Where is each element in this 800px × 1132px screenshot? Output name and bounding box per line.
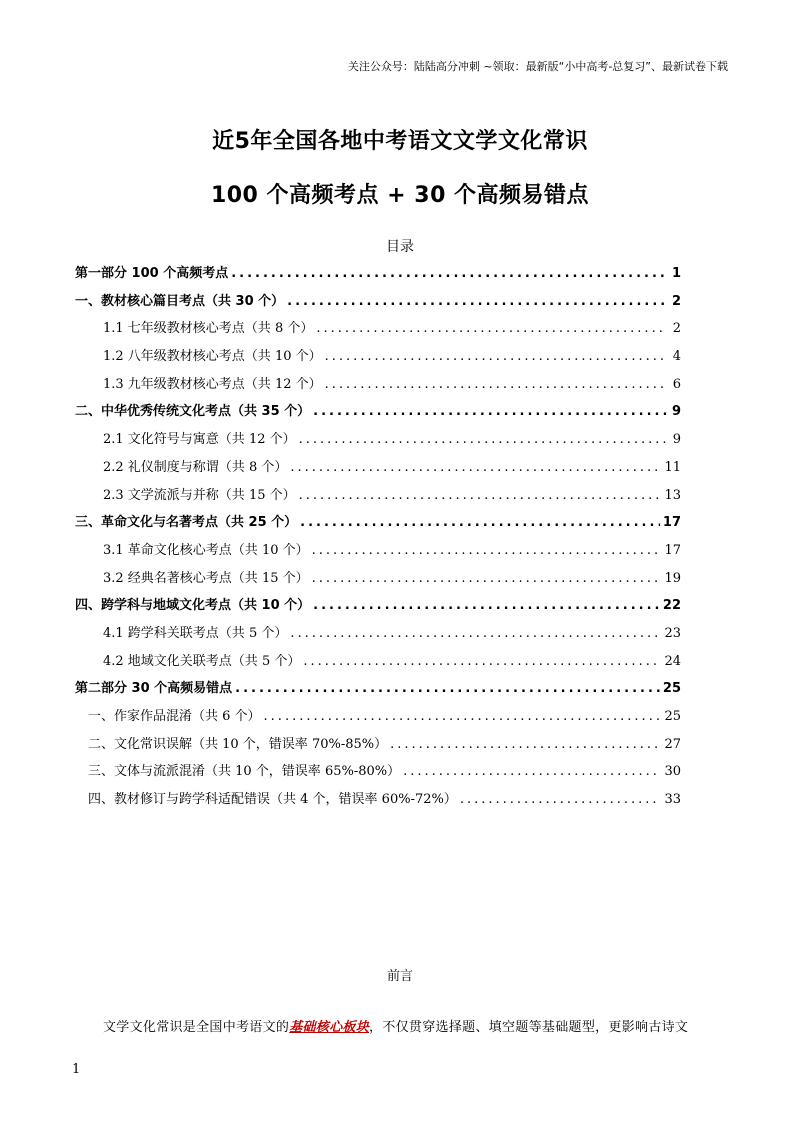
toc-entry[interactable] (75, 400, 681, 428)
toc-entry-page: 19 (664, 570, 681, 586)
toc-entry[interactable] (75, 733, 681, 761)
toc-entry[interactable] (75, 456, 681, 484)
toc-entry-label: 四、跨学科与地域文化考点（共 10 个） (75, 598, 311, 614)
toc-leader-dots (299, 432, 666, 447)
toc-entry-label: 1.3 九年级教材核心考点（共 12 个） (103, 376, 322, 392)
toc-entry-label: 1.2 八年级教材核心考点（共 10 个） (103, 349, 322, 365)
toc-entry-label: 二、中华优秀传统文化考点（共 35 个） (75, 404, 311, 420)
toc-entry-page: 4 (672, 349, 681, 365)
toc-entry[interactable] (75, 594, 681, 622)
toc-entry[interactable] (75, 290, 681, 318)
toc-entry-label: 第一部分 100 个高频考点 (75, 266, 229, 281)
toc-entry-label: 二、文化常识误解（共 10 个，错误率 70%-85%） (88, 736, 388, 752)
toc-entry-page: 2 (672, 321, 681, 337)
toc-entry-page: 22 (662, 598, 681, 614)
toc-entry[interactable] (75, 677, 681, 705)
toc-leader-dots (264, 709, 662, 724)
document-subtitle: 100 个高频考点 + 30 个高频易错点 (210, 183, 590, 208)
table-of-contents (75, 262, 681, 816)
preface-text-after: ，不仅贯穿选择题、填空题等基础题型，更影响古诗文 (369, 1020, 689, 1035)
page-header: 关注公众号：陆陆高分冲刺 ~领取：最新版“小中高考-总复习”、最新试卷下载 (347, 60, 728, 73)
toc-entry-label: 2.1 文化符号与寓意（共 12 个） (103, 432, 296, 448)
toc-leader-dots (403, 764, 661, 779)
toc-entry-label: 4.1 跨学科关联考点（共 5 个） (103, 625, 288, 641)
toc-leader-dots (325, 377, 666, 392)
toc-entry-label: 3.2 经典名著核心考点（共 15 个） (103, 570, 309, 586)
preface-emphasis: 基础核心板块 (289, 1020, 370, 1035)
toc-leader-dots (390, 737, 661, 752)
toc-entry-label: 四、教材修订与跨学科适配错误（共 4 个，错误率 60%-72%） (88, 792, 457, 808)
toc-entry-page: 24 (664, 653, 681, 669)
toc-entry-page: 11 (664, 459, 681, 475)
toc-leader-dots (316, 321, 666, 336)
toc-entry-label: 一、作家作品混淆（共 6 个） (88, 709, 261, 724)
toc-entry-page: 25 (662, 681, 681, 697)
toc-entry-page: 1 (671, 266, 681, 281)
toc-entry-page: 17 (662, 515, 681, 531)
preface-heading: 前言 (386, 969, 413, 984)
toc-entry[interactable] (75, 262, 681, 290)
toc-entry[interactable] (75, 511, 681, 539)
toc-leader-dots (300, 515, 660, 530)
toc-entry-page: 30 (664, 764, 681, 780)
toc-entry-page: 23 (664, 625, 681, 641)
toc-entry-page: 27 (664, 736, 681, 752)
toc-entry[interactable] (75, 345, 681, 373)
toc-entry-label: 第二部分 30 个高频易错点 (75, 681, 233, 697)
toc-entry-label: 1.1 七年级教材核心考点（共 8 个） (103, 321, 314, 337)
toc-leader-dots (313, 404, 666, 419)
toc-entry[interactable] (75, 539, 681, 567)
toc-leader-dots (312, 571, 662, 586)
toc-leader-dots (312, 543, 662, 558)
toc-entry-page: 13 (664, 487, 681, 503)
toc-entry[interactable] (75, 650, 681, 678)
toc-leader-dots (313, 598, 660, 613)
preface-paragraph (103, 1016, 743, 1035)
toc-entry-label: 三、文体与流派混淆（共 10 个，错误率 65%-80%） (88, 764, 401, 780)
toc-leader-dots (235, 681, 660, 696)
toc-entry[interactable] (75, 317, 681, 345)
toc-entry-page: 6 (672, 376, 681, 392)
toc-entry[interactable] (75, 567, 681, 595)
toc-entry-label: 2.2 礼仪制度与称谓（共 8 个） (103, 459, 288, 475)
toc-entry-page: 2 (671, 293, 681, 309)
toc-entry-page: 17 (664, 542, 681, 558)
toc-leader-dots (299, 488, 662, 503)
toc-entry[interactable] (75, 705, 681, 733)
toc-entry[interactable] (75, 428, 681, 456)
toc-entry[interactable] (75, 788, 681, 816)
toc-leader-dots (231, 266, 666, 281)
toc-heading: 目录 (386, 239, 414, 255)
toc-entry-page: 33 (664, 792, 681, 808)
toc-entry[interactable] (75, 622, 681, 650)
toc-entry-label: 4.2 地域文化关联考点（共 5 个） (103, 653, 301, 669)
toc-leader-dots (290, 460, 661, 475)
toc-entry-page: 9 (672, 432, 681, 448)
toc-leader-dots (287, 294, 666, 309)
preface-text-before: 文学文化常识是全国中考语文的 (103, 1020, 290, 1035)
toc-leader-dots (460, 792, 662, 807)
toc-leader-dots (303, 654, 661, 669)
toc-entry-label: 2.3 文学流派与并称（共 15 个） (103, 487, 296, 503)
document-title: 近5年全国各地中考语文文学文化常识 (212, 129, 588, 154)
toc-entry-page: 9 (671, 404, 681, 420)
toc-leader-dots (290, 626, 661, 641)
toc-entry-label: 3.1 革命文化核心考点（共 10 个） (103, 542, 309, 558)
toc-entry[interactable] (75, 484, 681, 512)
toc-entry-page: 25 (664, 709, 681, 724)
page-number: 1 (72, 1062, 81, 1077)
toc-leader-dots (325, 349, 666, 364)
toc-entry-label: 一、教材核心篇目考点（共 30 个） (75, 293, 285, 309)
toc-entry[interactable] (75, 760, 681, 788)
toc-entry[interactable] (75, 373, 681, 401)
toc-entry-label: 三、革命文化与名著考点（共 25 个） (75, 515, 298, 531)
